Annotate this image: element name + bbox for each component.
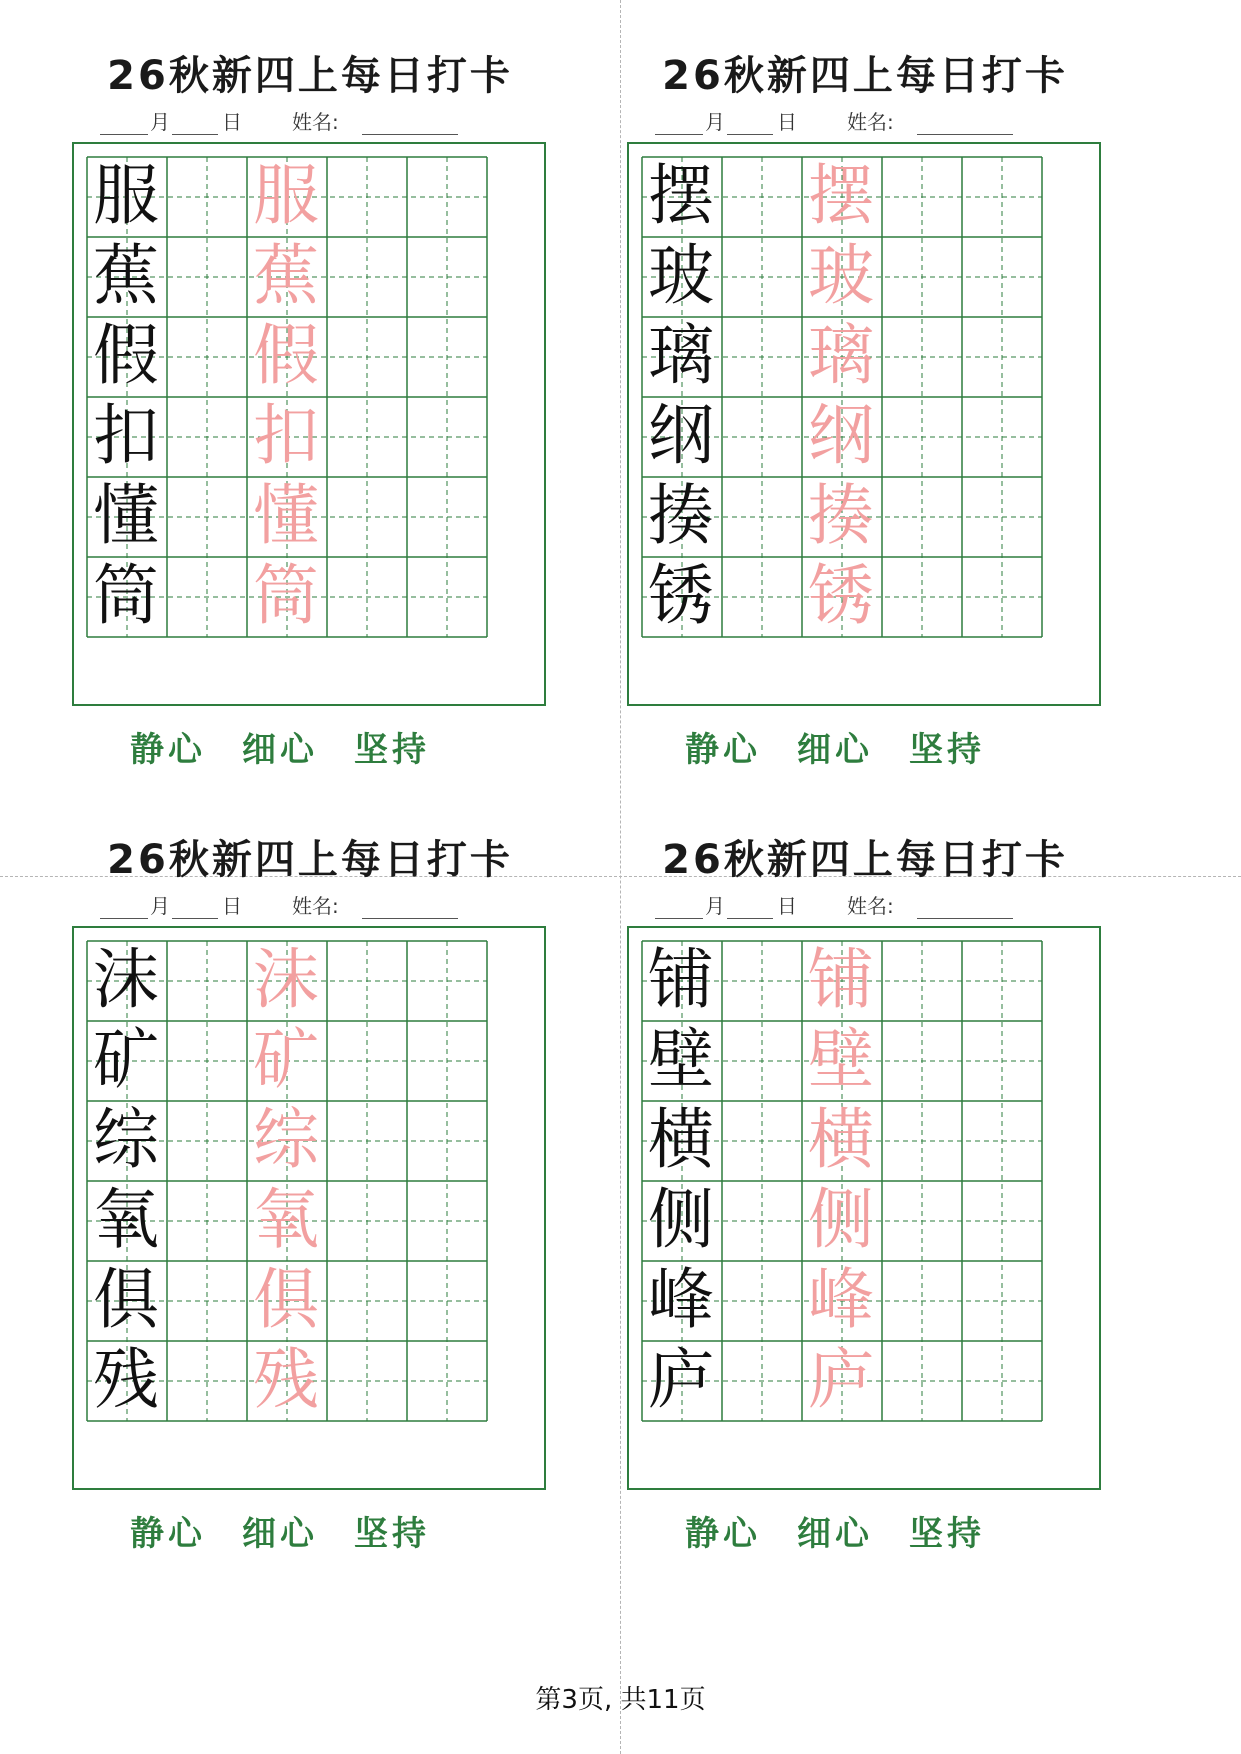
model-character: 氧 <box>93 1181 159 1258</box>
model-character: 扣 <box>93 397 159 474</box>
date-name-line <box>100 894 460 920</box>
trace-character: 壁 <box>808 1021 874 1098</box>
trace-character: 蕉 <box>253 237 319 314</box>
motto-text: 细心 <box>797 1514 873 1554</box>
motto-text: 细心 <box>797 730 873 770</box>
model-character: 纲 <box>648 397 714 474</box>
month-label: 月 <box>150 110 170 134</box>
tianzige-grid <box>86 156 488 638</box>
trace-character: 残 <box>253 1341 319 1418</box>
trace-character: 沫 <box>253 941 319 1018</box>
model-character: 蕉 <box>93 237 159 314</box>
model-character: 残 <box>93 1341 159 1418</box>
trace-character: 玻 <box>808 237 874 314</box>
motto-text: 坚持 <box>354 730 430 770</box>
model-character: 矿 <box>93 1021 159 1098</box>
tianzige-grid-frame <box>627 142 1101 706</box>
model-character: 俱 <box>93 1261 159 1338</box>
model-character: 筒 <box>93 557 159 634</box>
trace-character: 服 <box>253 157 319 234</box>
date-name-line <box>100 110 460 136</box>
model-character: 揍 <box>648 477 714 554</box>
month-label: 月 <box>705 110 725 134</box>
tianzige-grid-frame <box>72 926 546 1490</box>
model-character: 庐 <box>648 1341 714 1418</box>
model-character: 铺 <box>648 941 714 1018</box>
day-blank[interactable] <box>727 918 773 919</box>
model-character: 服 <box>93 157 159 234</box>
model-character: 峰 <box>648 1261 714 1338</box>
motto-text: 细心 <box>242 1514 318 1554</box>
month-blank[interactable] <box>655 134 703 135</box>
model-character: 侧 <box>648 1181 714 1258</box>
trace-character: 氧 <box>253 1181 319 1258</box>
model-character: 壁 <box>648 1021 714 1098</box>
model-character: 沫 <box>93 941 159 1018</box>
page-number: 第3页, 共11页 <box>535 1685 706 1715</box>
motto-text: 坚持 <box>354 1514 430 1554</box>
trace-character: 懂 <box>253 477 319 554</box>
trace-character: 筒 <box>253 557 319 634</box>
date-name-line <box>655 110 1015 136</box>
motto-text: 坚持 <box>909 730 985 770</box>
tianzige-grid-frame <box>627 926 1101 1490</box>
trace-character: 扣 <box>253 397 319 474</box>
name-blank[interactable] <box>917 918 1013 919</box>
trace-character: 纲 <box>808 397 874 474</box>
month-label: 月 <box>150 894 170 918</box>
day-blank[interactable] <box>172 134 218 135</box>
month-blank[interactable] <box>100 918 148 919</box>
trace-character: 俱 <box>253 1261 319 1338</box>
model-character: 璃 <box>648 317 714 394</box>
trace-character: 综 <box>253 1101 319 1178</box>
motto-text: 静心 <box>130 730 206 770</box>
name-blank[interactable] <box>917 134 1013 135</box>
card-title: 26秋新四上每日打卡 <box>662 837 1068 883</box>
name-label: 姓名: <box>292 894 339 918</box>
model-character: 懂 <box>93 477 159 554</box>
card-title: 26秋新四上每日打卡 <box>107 53 513 99</box>
model-character: 综 <box>93 1101 159 1178</box>
model-character: 玻 <box>648 237 714 314</box>
model-character: 横 <box>648 1101 714 1178</box>
checkin-card <box>555 784 1175 1661</box>
name-blank[interactable] <box>362 134 458 135</box>
motto-text: 静心 <box>685 1514 761 1554</box>
trace-character: 摆 <box>808 157 874 234</box>
trace-character: 横 <box>808 1101 874 1178</box>
month-label: 月 <box>705 894 725 918</box>
day-blank[interactable] <box>172 918 218 919</box>
trace-character: 璃 <box>808 317 874 394</box>
trace-character: 铺 <box>808 941 874 1018</box>
checkin-card <box>0 784 620 1661</box>
tianzige-grid <box>86 940 488 1422</box>
day-label: 日 <box>222 894 242 918</box>
trace-character: 侧 <box>808 1181 874 1258</box>
motto-text: 静心 <box>130 1514 206 1554</box>
checkin-card <box>0 0 620 877</box>
month-blank[interactable] <box>100 134 148 135</box>
card-title: 26秋新四上每日打卡 <box>107 837 513 883</box>
name-label: 姓名: <box>847 894 894 918</box>
day-label: 日 <box>777 110 797 134</box>
tianzige-grid-frame <box>72 142 546 706</box>
tianzige-grid <box>641 940 1043 1422</box>
trace-character: 矿 <box>253 1021 319 1098</box>
model-character: 假 <box>93 317 159 394</box>
name-label: 姓名: <box>292 110 339 134</box>
trace-character: 揍 <box>808 477 874 554</box>
model-character: 锈 <box>648 557 714 634</box>
checkin-card <box>555 0 1175 877</box>
name-blank[interactable] <box>362 918 458 919</box>
motto-text: 静心 <box>685 730 761 770</box>
name-label: 姓名: <box>847 110 894 134</box>
tianzige-grid <box>641 156 1043 638</box>
card-title: 26秋新四上每日打卡 <box>662 53 1068 99</box>
day-blank[interactable] <box>727 134 773 135</box>
trace-character: 锈 <box>808 557 874 634</box>
trace-character: 峰 <box>808 1261 874 1338</box>
trace-character: 庐 <box>808 1341 874 1418</box>
model-character: 摆 <box>648 157 714 234</box>
trace-character: 假 <box>253 317 319 394</box>
day-label: 日 <box>222 110 242 134</box>
motto-text: 坚持 <box>909 1514 985 1554</box>
date-name-line <box>655 894 1015 920</box>
month-blank[interactable] <box>655 918 703 919</box>
day-label: 日 <box>777 894 797 918</box>
motto-text: 细心 <box>242 730 318 770</box>
